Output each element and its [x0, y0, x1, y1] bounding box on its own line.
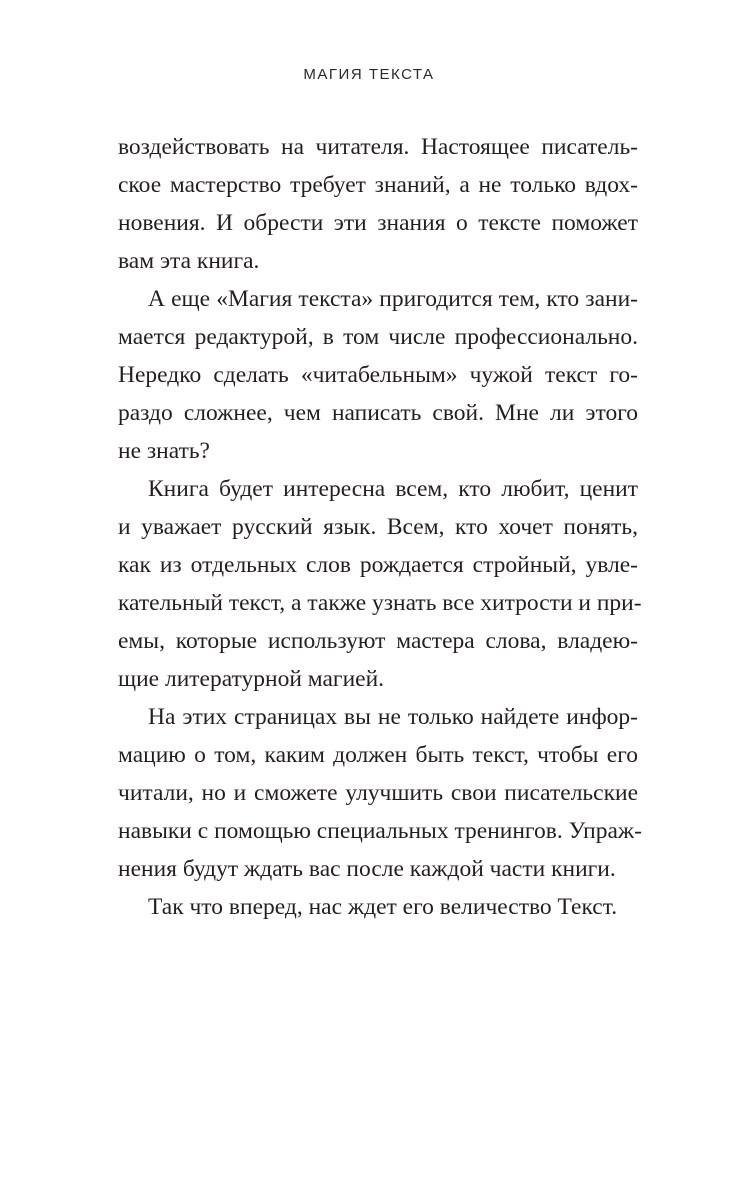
text-line: читали, но и сможете улучшить свои писательские	[118, 780, 638, 806]
body-text	[118, 128, 642, 926]
text-line: и уважает русский язык. Всем, кто хочет понять,	[118, 514, 638, 540]
paragraph	[118, 280, 638, 470]
text-line: емы, которые используют мастера слова, владею-	[118, 628, 638, 654]
text-line: ское мастерство требует знаний, а не только вдох-	[118, 172, 638, 198]
text-line: мается редактурой, в том числе профессионально.	[118, 324, 638, 350]
text-line: не знать?	[118, 438, 210, 464]
text-line: навыки с помощью специальных тренингов. Упраж-	[118, 818, 642, 844]
text-line: вам эта книга.	[118, 248, 260, 274]
paragraph	[118, 698, 642, 888]
text-line: Книга будет интересна всем, кто любит, ценит	[148, 476, 638, 502]
text-line: нения будут ждать вас после каждой части книги.	[118, 856, 616, 882]
running-head-title: МАГИЯ ТЕКСТА	[303, 66, 435, 83]
text-line: кательный текст, а также узнать все хитрости и при-	[118, 590, 642, 616]
text-line: Нередко сделать «читабельным» чужой текст го-	[118, 362, 638, 388]
text-line: мацию о том, каким должен быть текст, чтобы его	[118, 742, 638, 768]
text-line: раздо сложнее, чем написать свой. Мне ли этого	[118, 400, 638, 426]
text-line: воздействовать на читателя. Настоящее писатель-	[118, 134, 638, 160]
paragraph	[118, 470, 642, 698]
text-line: щие литературной магией.	[118, 666, 385, 692]
text-line: На этих страницах вы не только найдете инфор-	[148, 704, 638, 730]
text-line: Так что вперед, нас ждет его величество Текст.	[148, 894, 618, 920]
text-line: новения. И обрести эти знания о тексте поможет	[118, 210, 638, 236]
paragraph	[118, 888, 638, 926]
text-line: как из отдельных слов рождается стройный, увле-	[118, 552, 638, 578]
paragraph	[118, 128, 638, 280]
text-line: А еще «Магия текста» пригодится тем, кто зани-	[148, 286, 638, 312]
